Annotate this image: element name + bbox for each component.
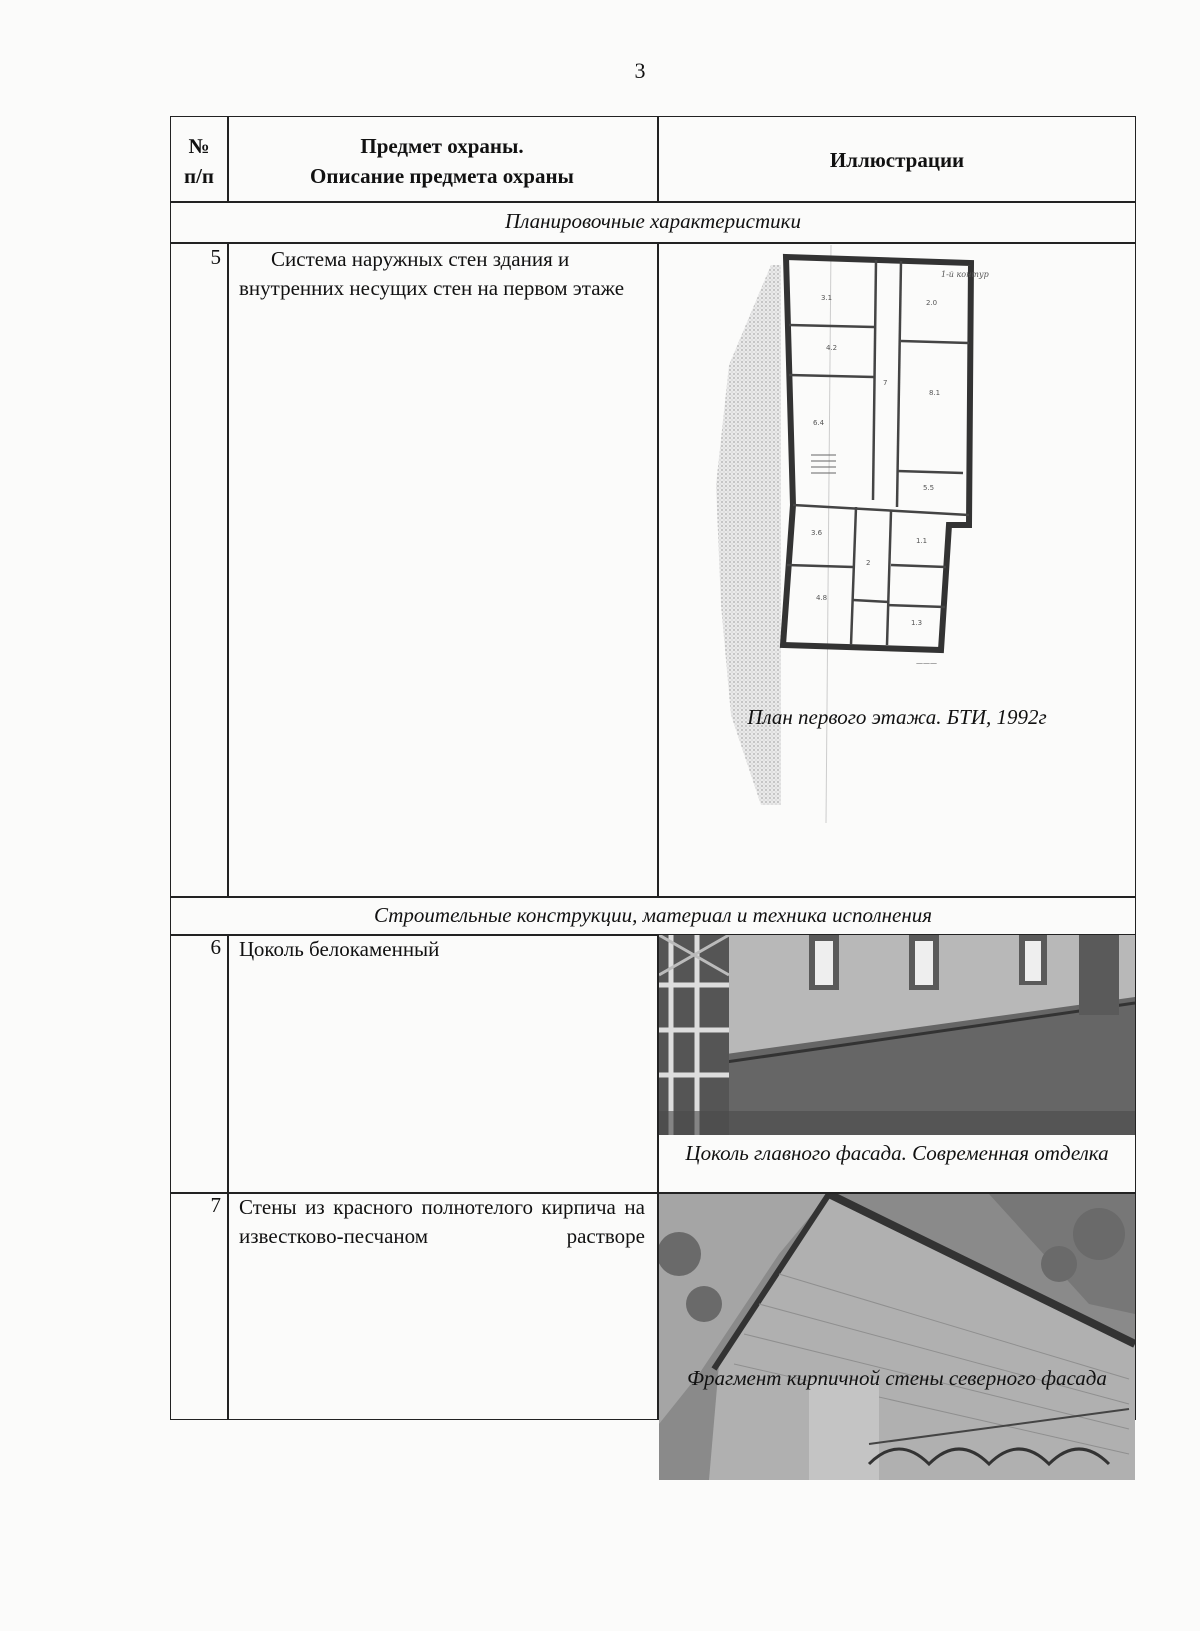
- section-title-construction: Строительные конструкции, материал и техника исполнения: [373, 903, 933, 927]
- svg-text:4.8: 4.8: [816, 594, 828, 602]
- floor-plan-image: [701, 245, 1081, 823]
- plinth-photo: [659, 935, 1135, 1135]
- header-illustrations: Иллюстрации: [829, 148, 965, 172]
- svg-text:4.2: 4.2: [826, 344, 838, 352]
- svg-text:5.5: 5.5: [923, 484, 935, 492]
- svg-text:———: ———: [916, 659, 937, 667]
- row-description: Цоколь белокаменный: [239, 937, 440, 961]
- svg-text:8.1: 8.1: [929, 389, 941, 397]
- section-title-planning: Планировочные характеристики: [505, 209, 801, 233]
- svg-text:3.6: 3.6: [811, 529, 823, 537]
- image-caption: Фрагмент кирпичной стены северного фасада: [687, 1366, 1107, 1390]
- brick-wall-photo: [659, 1194, 1135, 1480]
- image-caption: Цоколь главного фасада. Современная отделка: [685, 1141, 1109, 1165]
- divider: [171, 242, 1135, 244]
- page-number: 3: [634, 58, 646, 83]
- row-description: Стены из красного полнотелого кирпича на известково-песчаном растворе: [239, 1195, 645, 1248]
- divider: [171, 201, 1135, 203]
- protection-subject-table: [170, 116, 1136, 1420]
- svg-text:3.1: 3.1: [821, 294, 833, 302]
- divider: [657, 242, 659, 896]
- divider: [227, 242, 229, 896]
- header-num: № п/п: [183, 134, 215, 188]
- svg-text:1-й контур: 1-й контур: [941, 270, 989, 279]
- row-number: 5: [210, 245, 221, 269]
- row-description: Система наружных стен здания и внутренних несущих стен на первом этаже: [239, 247, 625, 300]
- svg-text:1.1: 1.1: [916, 537, 928, 545]
- row-number: 6: [210, 935, 221, 959]
- divider: [227, 934, 229, 1420]
- svg-text:7: 7: [883, 379, 888, 387]
- image-caption: План первого этажа. БТИ, 1992г: [747, 705, 1047, 729]
- header-subject: Предмет охраны. Описание предмета охраны: [310, 134, 574, 188]
- svg-text:2.0: 2.0: [926, 299, 938, 307]
- row-number: 7: [210, 1193, 221, 1217]
- svg-text:1.3: 1.3: [911, 619, 923, 627]
- svg-text:2: 2: [866, 559, 871, 567]
- svg-text:6.4: 6.4: [813, 419, 825, 427]
- divider: [171, 896, 1135, 898]
